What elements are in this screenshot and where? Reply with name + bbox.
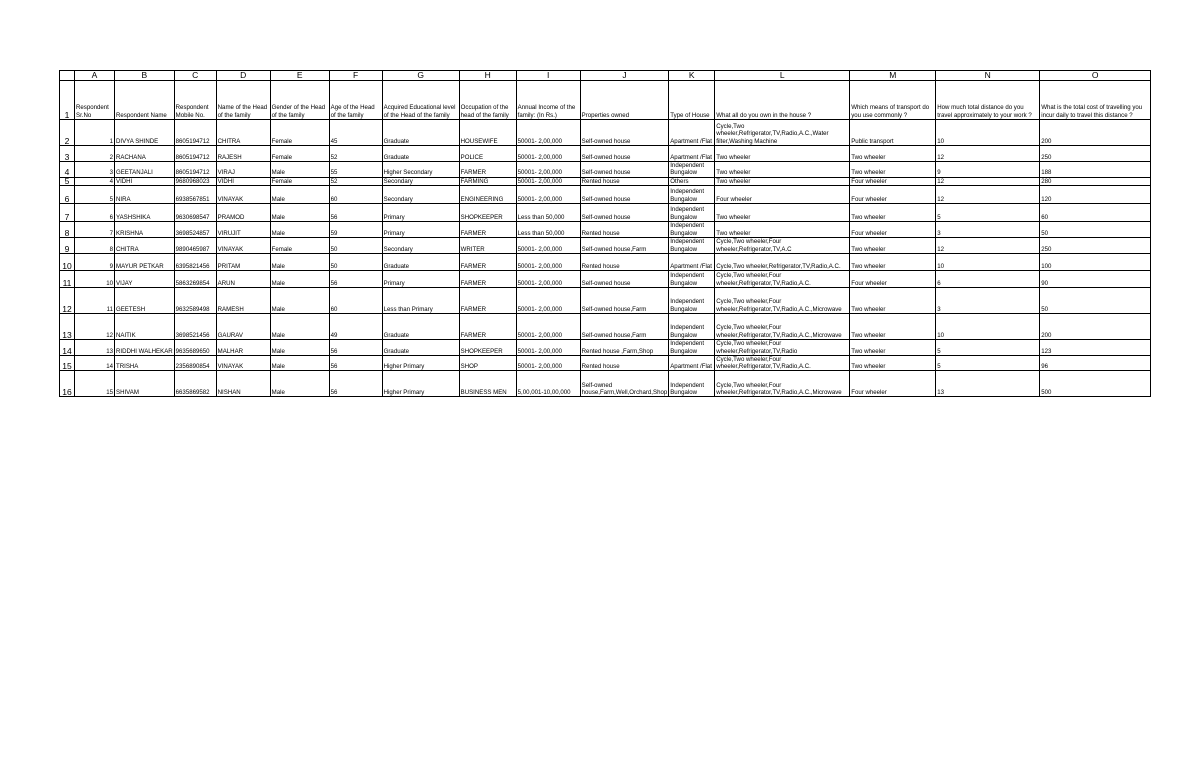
- table-cell[interactable]: CHITRA: [115, 237, 175, 253]
- column-header[interactable]: L: [715, 71, 850, 81]
- header-cell[interactable]: Properties owned: [580, 81, 669, 120]
- table-cell[interactable]: 60: [329, 185, 382, 203]
- table-cell[interactable]: Cycle,Two wheeler,Refrigerator,TV,Radio,A.C.,Water filter,Washing Machine: [715, 120, 850, 146]
- table-cell[interactable]: 2356890854: [174, 355, 216, 371]
- table-cell[interactable]: Four wheeler: [715, 185, 850, 203]
- table-cell[interactable]: Two wheeler: [850, 146, 936, 162]
- row-number[interactable]: 10: [60, 253, 75, 270]
- table-cell[interactable]: Graduate: [382, 313, 459, 339]
- table-cell[interactable]: Two wheeler: [850, 203, 936, 221]
- row-number[interactable]: 3: [60, 146, 75, 162]
- table-cell[interactable]: 13: [936, 371, 1040, 397]
- table-cell[interactable]: Independent Bungalow: [669, 203, 715, 221]
- table-cell[interactable]: 5: [936, 339, 1040, 355]
- table-cell[interactable]: Two wheeler: [715, 221, 850, 237]
- table-cell[interactable]: Self-owned house,Farm: [580, 237, 669, 253]
- table-cell[interactable]: 5: [75, 185, 115, 203]
- table-row: [60, 270, 1151, 287]
- table-cell[interactable]: 280: [1040, 177, 1151, 185]
- table-cell[interactable]: POLICE: [459, 146, 516, 162]
- table-cell[interactable]: 6635869582: [174, 371, 216, 397]
- row-number[interactable]: 8: [60, 221, 75, 237]
- table-cell[interactable]: 50001- 2,00,000: [516, 355, 580, 371]
- table-cell[interactable]: 96: [1040, 355, 1151, 371]
- table-cell[interactable]: Graduate: [382, 253, 459, 270]
- table-cell[interactable]: 56: [329, 355, 382, 371]
- table-cell[interactable]: Apartment /Flat: [669, 146, 715, 162]
- table-cell[interactable]: 50001- 2,00,000: [516, 237, 580, 253]
- table-cell[interactable]: Male: [270, 203, 329, 221]
- header-cell[interactable]: Name of the Head of the family: [216, 81, 270, 120]
- table-cell[interactable]: Cycle,Two wheeler,Four wheeler,Refrigerator,TV,A.C: [715, 237, 850, 253]
- table-cell[interactable]: 120: [1040, 185, 1151, 203]
- table-cell[interactable]: 9630698547: [174, 203, 216, 221]
- column-header[interactable]: C: [174, 71, 216, 81]
- table-cell[interactable]: Secondary: [382, 237, 459, 253]
- table-cell[interactable]: Cycle,Two wheeler,Four wheeler,Refrigerator,TV,Radio: [715, 339, 850, 355]
- table-cell[interactable]: 50001- 2,00,000: [516, 313, 580, 339]
- table-cell[interactable]: Primary: [382, 221, 459, 237]
- table-cell[interactable]: 12: [936, 237, 1040, 253]
- table-cell[interactable]: Rented house: [580, 221, 669, 237]
- table-cell[interactable]: Independent Bungalow: [669, 339, 715, 355]
- table-cell[interactable]: FARMER: [459, 221, 516, 237]
- row-number[interactable]: 2: [60, 120, 75, 146]
- header-cell[interactable]: How much total distance do you travel approximately to your work ?: [936, 81, 1040, 120]
- select-all-corner[interactable]: [60, 71, 75, 81]
- table-cell[interactable]: Less than 50,000: [516, 221, 580, 237]
- table-cell[interactable]: FARMER: [459, 253, 516, 270]
- table-cell[interactable]: Two wheeler: [715, 203, 850, 221]
- table-cell[interactable]: Two wheeler: [850, 313, 936, 339]
- table-cell[interactable]: Independent Bungalow: [669, 287, 715, 313]
- table-cell[interactable]: Two wheeler: [715, 177, 850, 185]
- table-cell[interactable]: RACHANA: [115, 146, 175, 162]
- table-cell[interactable]: Two wheeler: [850, 162, 936, 178]
- table-cell[interactable]: 3: [936, 287, 1040, 313]
- table-cell[interactable]: 2: [75, 146, 115, 162]
- table-row: [60, 355, 1151, 371]
- table-cell[interactable]: Secondary: [382, 177, 459, 185]
- table-cell[interactable]: Self-owned house,Farm: [580, 287, 669, 313]
- row-number[interactable]: 6: [60, 185, 75, 203]
- table-cell[interactable]: Independent Bungalow: [669, 162, 715, 178]
- header-cell[interactable]: What all do you own in the house ?: [715, 81, 850, 120]
- table-cell[interactable]: GAURAV: [216, 313, 270, 339]
- table-cell[interactable]: ENGINEERING: [459, 185, 516, 203]
- table-cell[interactable]: Male: [270, 221, 329, 237]
- table-cell[interactable]: Graduate: [382, 146, 459, 162]
- table-cell[interactable]: VIRUJIT: [216, 221, 270, 237]
- column-header[interactable]: D: [216, 71, 270, 81]
- table-cell[interactable]: VIDHI: [115, 177, 175, 185]
- table-row: [60, 203, 1151, 221]
- table-cell[interactable]: 6: [936, 270, 1040, 287]
- table-cell[interactable]: Rented house: [580, 355, 669, 371]
- column-header[interactable]: M: [850, 71, 936, 81]
- table-cell[interactable]: 50001- 2,00,000: [516, 185, 580, 203]
- table-cell[interactable]: 8: [75, 237, 115, 253]
- table-cell[interactable]: Male: [270, 287, 329, 313]
- table-cell[interactable]: Male: [270, 313, 329, 339]
- table-cell[interactable]: 8605194712: [174, 162, 216, 178]
- table-cell[interactable]: Secondary: [382, 185, 459, 203]
- table-cell[interactable]: Two wheeler: [850, 339, 936, 355]
- row-number[interactable]: 9: [60, 237, 75, 253]
- table-cell[interactable]: 10: [936, 120, 1040, 146]
- table-cell[interactable]: Self-owned house: [580, 146, 669, 162]
- header-cell[interactable]: Which means of transport do you use commonly ?: [850, 81, 936, 120]
- table-cell[interactable]: VIRAJ: [216, 162, 270, 178]
- table-cell[interactable]: 9: [75, 253, 115, 270]
- table-cell[interactable]: Cycle,Two wheeler,Refrigerator,TV,Radio,A.C.: [715, 253, 850, 270]
- table-cell[interactable]: 7: [75, 221, 115, 237]
- table-cell[interactable]: CHITRA: [216, 120, 270, 146]
- table-cell[interactable]: Independent Bungalow: [669, 221, 715, 237]
- table-cell[interactable]: Male: [270, 270, 329, 287]
- table-cell[interactable]: Apartment /Flat: [669, 355, 715, 371]
- table-row: [60, 162, 1151, 178]
- table-cell[interactable]: 52: [329, 146, 382, 162]
- table-cell[interactable]: Apartment /Flat: [669, 120, 715, 146]
- table-cell[interactable]: Two wheeler: [715, 146, 850, 162]
- header-cell[interactable]: Age of the Head of the family: [329, 81, 382, 120]
- table-cell[interactable]: Male: [270, 339, 329, 355]
- table-cell[interactable]: NISHAN: [216, 371, 270, 397]
- table-cell[interactable]: YASHSHIKA: [115, 203, 175, 221]
- table-cell[interactable]: Self-owned house: [580, 203, 669, 221]
- table-cell[interactable]: SHOP: [459, 355, 516, 371]
- table-cell[interactable]: 50: [329, 253, 382, 270]
- table-row: [60, 313, 1151, 339]
- table-cell[interactable]: 12: [936, 146, 1040, 162]
- table-cell[interactable]: Graduate: [382, 339, 459, 355]
- table-cell[interactable]: 8605194712: [174, 120, 216, 146]
- table-cell[interactable]: 56: [329, 270, 382, 287]
- table-cell[interactable]: FARMER: [459, 287, 516, 313]
- table-cell[interactable]: VINAYAK: [216, 237, 270, 253]
- table-cell[interactable]: HOUSEWIFE: [459, 120, 516, 146]
- table-cell[interactable]: 60: [1040, 203, 1151, 221]
- table-cell[interactable]: 200: [1040, 120, 1151, 146]
- table-cell[interactable]: Self-owned house: [580, 185, 669, 203]
- table-cell[interactable]: 50001- 2,00,000: [516, 253, 580, 270]
- row-number[interactable]: 7: [60, 203, 75, 221]
- table-cell[interactable]: Graduate: [382, 120, 459, 146]
- table-cell[interactable]: Two wheeler: [715, 162, 850, 178]
- table-cell[interactable]: GEETANJALI: [115, 162, 175, 178]
- table-cell[interactable]: Cycle,Two wheeler,Four wheeler,Refrigerator,TV,Radio,A.C.,Microwave: [715, 287, 850, 313]
- table-cell[interactable]: Male: [270, 253, 329, 270]
- row-number[interactable]: 16: [60, 371, 75, 397]
- table-cell[interactable]: Male: [270, 371, 329, 397]
- table-cell[interactable]: Two wheeler: [850, 355, 936, 371]
- table-cell[interactable]: WRITER: [459, 237, 516, 253]
- table-cell[interactable]: 100: [1040, 253, 1151, 270]
- header-cell[interactable]: Acquired Educational level of the Head of the family: [382, 81, 459, 120]
- table-cell[interactable]: 9635689650: [174, 339, 216, 355]
- table-cell[interactable]: 200: [1040, 313, 1151, 339]
- table-cell[interactable]: 90: [1040, 270, 1151, 287]
- table-cell[interactable]: Higher Primary: [382, 355, 459, 371]
- table-cell[interactable]: 50001- 2,00,000: [516, 177, 580, 185]
- table-cell[interactable]: 3: [936, 221, 1040, 237]
- header-cell[interactable]: Annual Income of the family: (In Rs.): [516, 81, 580, 120]
- column-header[interactable]: G: [382, 71, 459, 81]
- table-cell[interactable]: 3698524857: [174, 221, 216, 237]
- table-cell[interactable]: Four wheeler: [850, 185, 936, 203]
- column-header[interactable]: B: [115, 71, 175, 81]
- table-cell[interactable]: Cycle,Two wheeler,Four wheeler,Refrigerator,TV,Radio,A.C.,Microwave: [715, 371, 850, 397]
- table-cell[interactable]: 15: [75, 371, 115, 397]
- table-cell[interactable]: Four wheeler: [850, 270, 936, 287]
- table-cell[interactable]: 59: [329, 221, 382, 237]
- table-cell[interactable]: Self-owned house: [580, 162, 669, 178]
- table-cell[interactable]: TRISHA: [115, 355, 175, 371]
- table-cell[interactable]: 5863269854: [174, 270, 216, 287]
- table-cell[interactable]: FARMING: [459, 177, 516, 185]
- table-cell[interactable]: Independent Bungalow: [669, 371, 715, 397]
- table-cell[interactable]: GEETESH: [115, 287, 175, 313]
- table-cell[interactable]: 50001- 2,00,000: [516, 270, 580, 287]
- table-cell[interactable]: PRITAM: [216, 253, 270, 270]
- table-cell[interactable]: 250: [1040, 237, 1151, 253]
- table-cell[interactable]: 3: [75, 162, 115, 178]
- table-cell[interactable]: 50001- 2,00,000: [516, 339, 580, 355]
- table-cell[interactable]: VINAYAK: [216, 185, 270, 203]
- header-cell[interactable]: Gender of the Head of the family: [270, 81, 329, 120]
- table-cell[interactable]: Female: [270, 146, 329, 162]
- table-cell[interactable]: Higher Secondary: [382, 162, 459, 178]
- column-header[interactable]: O: [1040, 71, 1151, 81]
- table-cell[interactable]: PRAMOD: [216, 203, 270, 221]
- table-cell[interactable]: 9: [936, 162, 1040, 178]
- table-cell[interactable]: Male: [270, 162, 329, 178]
- table-cell[interactable]: 8605194712: [174, 146, 216, 162]
- table-row: [60, 221, 1151, 237]
- header-cell[interactable]: Respondent Sr.No: [75, 81, 115, 120]
- table-cell[interactable]: 45: [329, 120, 382, 146]
- column-header-row: [60, 71, 1151, 81]
- table-cell[interactable]: 10: [75, 270, 115, 287]
- table-cell[interactable]: 60: [329, 287, 382, 313]
- table-cell[interactable]: Others: [669, 177, 715, 185]
- table-cell[interactable]: Four wheeler: [850, 221, 936, 237]
- column-header[interactable]: H: [459, 71, 516, 81]
- table-cell[interactable]: Two wheeler: [850, 253, 936, 270]
- table-cell[interactable]: 14: [75, 355, 115, 371]
- table-cell[interactable]: 50: [329, 237, 382, 253]
- row-number[interactable]: 15: [60, 355, 75, 371]
- table-cell[interactable]: Rented house: [580, 253, 669, 270]
- table-cell[interactable]: Rented house: [580, 177, 669, 185]
- header-cell[interactable]: Occupation of the head of the family: [459, 81, 516, 120]
- table-cell[interactable]: 11: [75, 287, 115, 313]
- table-cell[interactable]: MAYUR PETKAR: [115, 253, 175, 270]
- table-row: [60, 146, 1151, 162]
- table-row: [60, 177, 1151, 185]
- table-cell[interactable]: RIDDHI WALHEKAR: [115, 339, 175, 355]
- table-row: [60, 339, 1151, 355]
- table-cell[interactable]: 3698521456: [174, 313, 216, 339]
- table-cell[interactable]: 56: [329, 339, 382, 355]
- table-cell[interactable]: 500: [1040, 371, 1151, 397]
- row-number[interactable]: 4: [60, 162, 75, 178]
- table-cell[interactable]: 12: [936, 177, 1040, 185]
- header-cell[interactable]: What is the total cost of travelling you incur daily to travel this distance ?: [1040, 81, 1151, 120]
- table-cell[interactable]: Public transport: [850, 120, 936, 146]
- column-header[interactable]: A: [75, 71, 115, 81]
- column-header[interactable]: J: [580, 71, 669, 81]
- table-cell[interactable]: Primary: [382, 270, 459, 287]
- table-cell[interactable]: 13: [75, 339, 115, 355]
- table-cell[interactable]: Female: [270, 177, 329, 185]
- table-cell[interactable]: 50001- 2,00,000: [516, 162, 580, 178]
- table-cell[interactable]: 1: [75, 120, 115, 146]
- table-cell[interactable]: 6938567851: [174, 185, 216, 203]
- row-number[interactable]: 12: [60, 287, 75, 313]
- table-cell[interactable]: SHIVAM: [115, 371, 175, 397]
- table-row: [60, 371, 1151, 397]
- header-row: [60, 81, 1151, 120]
- spreadsheet-table: [59, 70, 1151, 397]
- table-row: [60, 120, 1151, 146]
- table-cell[interactable]: Independent Bungalow: [669, 237, 715, 253]
- column-header[interactable]: N: [936, 71, 1040, 81]
- table-cell[interactable]: NAITIK: [115, 313, 175, 339]
- table-cell[interactable]: SHOPKEEPER: [459, 203, 516, 221]
- table-cell[interactable]: 6395821456: [174, 253, 216, 270]
- table-cell[interactable]: VINAYAK: [216, 355, 270, 371]
- header-cell[interactable]: Type of House: [669, 81, 715, 120]
- table-cell[interactable]: Four wheeler: [850, 177, 936, 185]
- table-cell[interactable]: Female: [270, 237, 329, 253]
- table-row: [60, 287, 1151, 313]
- column-header[interactable]: E: [270, 71, 329, 81]
- table-cell[interactable]: Apartment /Flat: [669, 253, 715, 270]
- table-cell[interactable]: BUSINESS MEN: [459, 371, 516, 397]
- table-cell[interactable]: 123: [1040, 339, 1151, 355]
- table-cell[interactable]: 50001- 2,00,000: [516, 146, 580, 162]
- table-cell[interactable]: Less than 50,000: [516, 203, 580, 221]
- table-cell[interactable]: 5: [936, 203, 1040, 221]
- table-cell[interactable]: 5: [936, 355, 1040, 371]
- table-cell[interactable]: VIJAY: [115, 270, 175, 287]
- table-cell[interactable]: Less than Primary: [382, 287, 459, 313]
- row-number[interactable]: 14: [60, 339, 75, 355]
- row-number[interactable]: 5: [60, 177, 75, 185]
- table-cell[interactable]: Self-owned house,Farm,Well,Orchard,Shop: [580, 371, 669, 397]
- table-cell[interactable]: 6: [75, 203, 115, 221]
- table-cell[interactable]: 250: [1040, 146, 1151, 162]
- row-number[interactable]: 1: [60, 81, 75, 120]
- header-cell[interactable]: Respondent Name: [115, 81, 175, 120]
- table-cell[interactable]: Primary: [382, 203, 459, 221]
- table-cell[interactable]: Self-owned house: [580, 120, 669, 146]
- table-cell[interactable]: 50001- 2,00,000: [516, 120, 580, 146]
- table-cell[interactable]: RAMESH: [216, 287, 270, 313]
- row-number[interactable]: 13: [60, 313, 75, 339]
- table-cell[interactable]: Self-owned house,Farm: [580, 313, 669, 339]
- table-cell[interactable]: Self-owned house: [580, 270, 669, 287]
- table-cell[interactable]: FARMER: [459, 270, 516, 287]
- table-cell[interactable]: Rented house ,Farm,Shop: [580, 339, 669, 355]
- table-cell[interactable]: ARUN: [216, 270, 270, 287]
- table-cell[interactable]: Cycle,Two wheeler,Four wheeler,Refrigerator,TV,Radio,A.C.: [715, 270, 850, 287]
- table-cell[interactable]: KRISHNA: [115, 221, 175, 237]
- table-cell[interactable]: MALHAR: [216, 339, 270, 355]
- table-cell[interactable]: NIRA: [115, 185, 175, 203]
- table-row: [60, 185, 1151, 203]
- table-cell[interactable]: Independent Bungalow: [669, 185, 715, 203]
- table-cell[interactable]: 56: [329, 371, 382, 397]
- table-cell[interactable]: 50: [1040, 287, 1151, 313]
- table-cell[interactable]: FARMER: [459, 162, 516, 178]
- table-cell[interactable]: 52: [329, 177, 382, 185]
- table-cell[interactable]: 10: [936, 253, 1040, 270]
- table-cell[interactable]: Independent Bungalow: [669, 270, 715, 287]
- table-cell[interactable]: 9680968023: [174, 177, 216, 185]
- column-header[interactable]: K: [669, 71, 715, 81]
- table-cell[interactable]: 50: [1040, 221, 1151, 237]
- table-cell[interactable]: 12: [75, 313, 115, 339]
- column-header[interactable]: I: [516, 71, 580, 81]
- table-cell[interactable]: RAJESH: [216, 146, 270, 162]
- table-cell[interactable]: 188: [1040, 162, 1151, 178]
- table-cell[interactable]: DIVYA SHINDE: [115, 120, 175, 146]
- table-cell[interactable]: Higher Primary: [382, 371, 459, 397]
- table-cell[interactable]: Female: [270, 120, 329, 146]
- table-cell[interactable]: Cycle,Two wheeler,Four wheeler,Refrigerator,TV,Radio,A.C.: [715, 355, 850, 371]
- table-cell[interactable]: 56: [329, 203, 382, 221]
- header-cell[interactable]: Respondent Mobile No.: [174, 81, 216, 120]
- table-cell[interactable]: SHOPKEEPER: [459, 339, 516, 355]
- table-cell[interactable]: Cycle,Two wheeler,Four wheeler,Refrigerator,TV,Radio,A.C.,Microwave: [715, 313, 850, 339]
- column-header[interactable]: F: [329, 71, 382, 81]
- table-cell[interactable]: 10: [936, 313, 1040, 339]
- table-cell[interactable]: Male: [270, 355, 329, 371]
- table-cell[interactable]: Male: [270, 185, 329, 203]
- table-cell[interactable]: 49: [329, 313, 382, 339]
- row-number[interactable]: 11: [60, 270, 75, 287]
- table-cell[interactable]: 55: [329, 162, 382, 178]
- table-cell[interactable]: Four wheeler: [850, 371, 936, 397]
- table-cell[interactable]: 50001- 2,00,000: [516, 287, 580, 313]
- table-cell[interactable]: 9632589498: [174, 287, 216, 313]
- table-cell[interactable]: Two wheeler: [850, 237, 936, 253]
- table-cell[interactable]: VIDHI: [216, 177, 270, 185]
- table-cell[interactable]: 4: [75, 177, 115, 185]
- table-cell[interactable]: 9890465987: [174, 237, 216, 253]
- table-row: [60, 253, 1151, 270]
- table-cell[interactable]: Independent Bungalow: [669, 313, 715, 339]
- table-row: [60, 237, 1151, 253]
- table-cell[interactable]: FARMER: [459, 313, 516, 339]
- table-cell[interactable]: 12: [936, 185, 1040, 203]
- table-cell[interactable]: 5,00,001-10,00,000: [516, 371, 580, 397]
- table-cell[interactable]: Two wheeler: [850, 287, 936, 313]
